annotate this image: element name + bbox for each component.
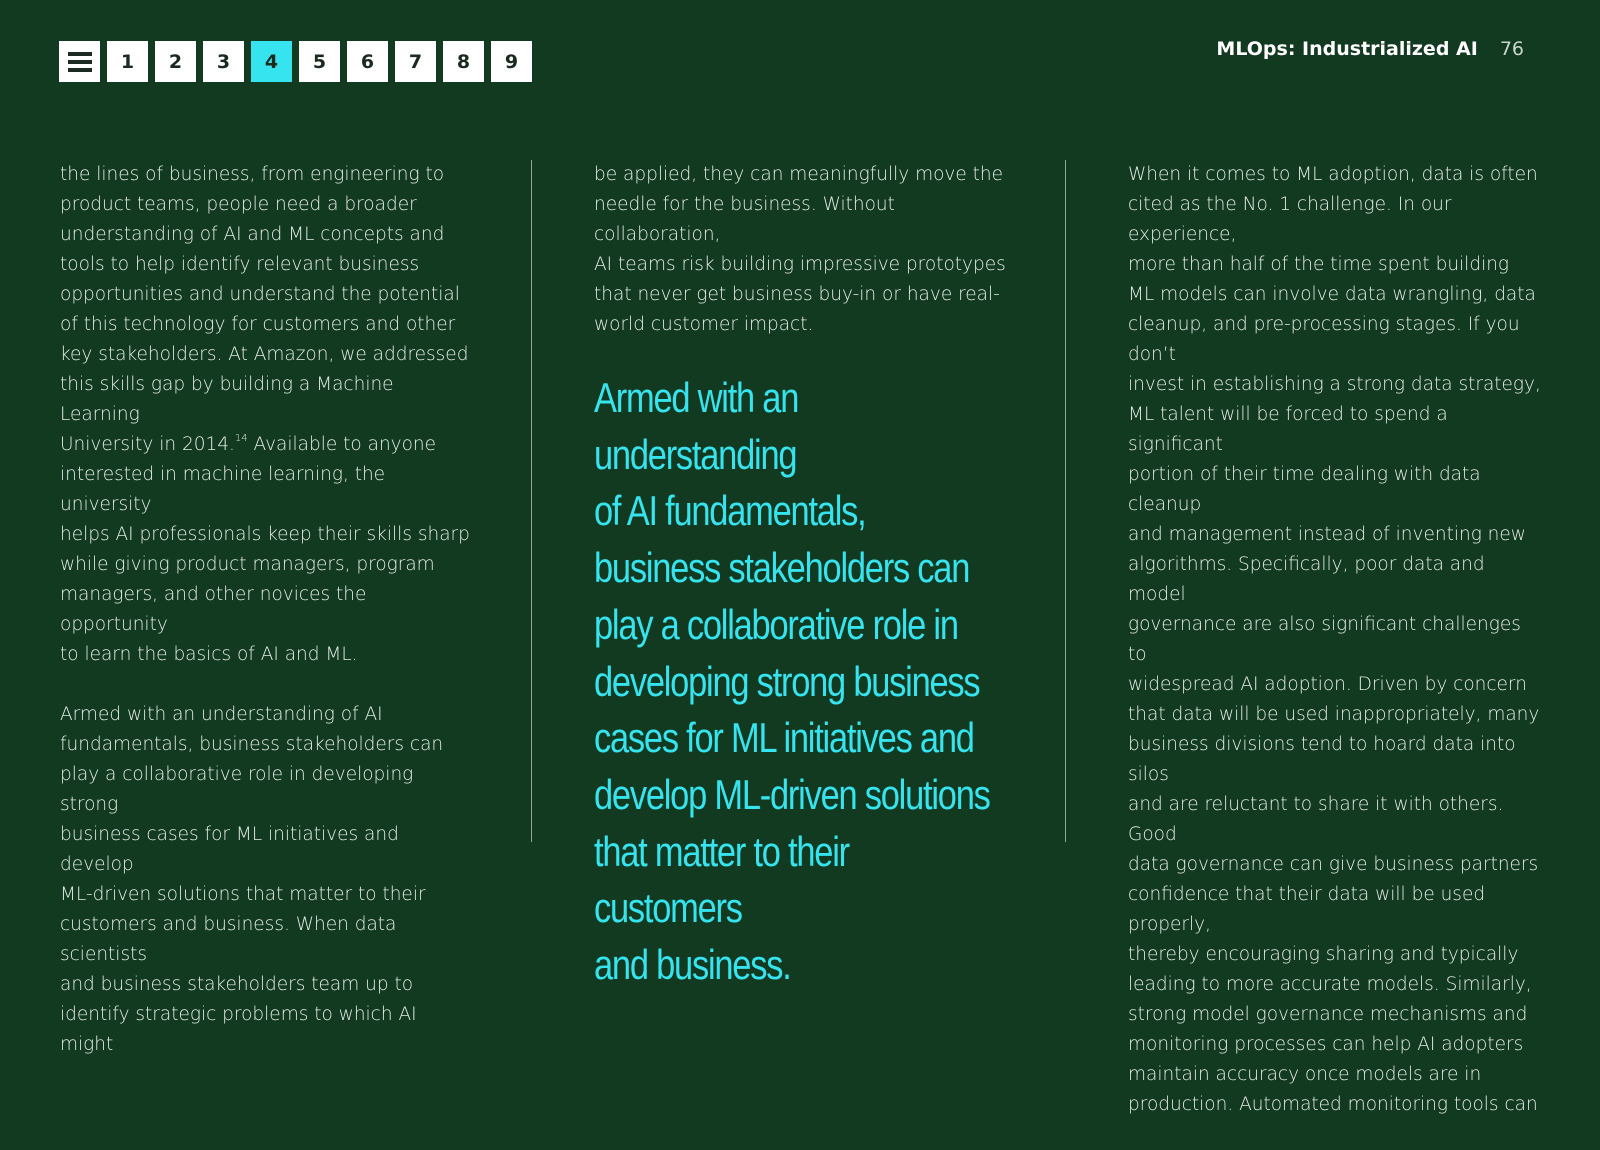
page-number: 76 xyxy=(1499,38,1524,60)
page-button-9[interactable]: 9 xyxy=(491,41,532,82)
document-title: MLOps: Industrialized AI xyxy=(1216,38,1478,60)
text-column-2 xyxy=(594,160,1009,994)
column-divider-1 xyxy=(531,160,532,842)
page-button-5[interactable]: 5 xyxy=(299,41,340,82)
column1-paragraph-1-continued: Available to anyone interested in machine learning, the university helps AI professionals keep their skills sharp while giving product managers, program managers, and other novices the opportunity to learn the basics of AI and ML. xyxy=(60,434,470,665)
page-button-2[interactable]: 2 xyxy=(155,41,196,82)
text-column-1 xyxy=(60,160,475,1090)
page-navigation xyxy=(59,41,532,82)
column1-paragraph-1 xyxy=(60,160,475,670)
footnote-marker[interactable]: 14 xyxy=(234,433,248,444)
column2-paragraph-1: be applied, they can meaningfully move the needle for the business. Without collaboration, AI teams risk building impressive prototypes that never get business buy-in or have real- world customer impact. xyxy=(594,164,1006,335)
column-divider-2 xyxy=(1065,160,1066,842)
text-column-3 xyxy=(1128,160,1543,1150)
page-button-6[interactable]: 6 xyxy=(347,41,388,82)
column1-paragraph-2: Armed with an understanding of AI fundamentals, business stakeholders can play a collaborative role in developing strong business cases for ML initiatives and develop ML-driven solutions that matter to their customers and business. When data scientists and business stakeholders team up to identify strategic problems to which AI might xyxy=(60,704,444,1055)
column1-paragraph-1-text: the lines of business, from engineering to product teams, people need a broader understanding of AI and ML concepts and tools to help identify relevant business opportunities and understand the potential of this technology for customers and other key stakeholders. At Amazon, we addressed this skills gap by building a Machine Learning University in 2014. xyxy=(60,164,469,455)
document-header xyxy=(1216,38,1524,60)
menu-button[interactable] xyxy=(59,41,100,82)
page-button-4-active[interactable]: 4 xyxy=(251,41,292,82)
hamburger-menu-icon xyxy=(68,52,92,72)
column3-paragraph-1: When it comes to ML adoption, data is often cited as the No. 1 challenge. In our experience, more than half of the time spent building ML models can involve data wrangling, data cleanup, and pre-processing stages. If you don’t invest in establishing a strong data strategy, ML talent will be forced to spend a significant portion of their time dealing with data cleanup and management instead of inventing new algorithms. Specifically, poor data and model governance are also significant challenges to widespread AI adoption. Driven by concern that data will be used inappropriately, many business divisions tend to hoard data into silos and are reluctant to share it with others. Good data governance can give business partners confidence that their data will be used properly, thereby encouraging sharing and typically leading to more accurate models. Similarly, strong model governance mechanisms and monitoring processes can help AI adopters maintain accuracy once models are in production. Automated monitoring tools can xyxy=(1128,164,1541,1115)
page-button-3[interactable]: 3 xyxy=(203,41,244,82)
page-button-7[interactable]: 7 xyxy=(395,41,436,82)
pull-quote: Armed with an understanding of AI fundamentals, business stakeholders can play a collaborative role in developing strong business cases for ML initiatives and develop ML-driven solutions that matter to their customers and business. xyxy=(594,374,990,989)
page-button-1[interactable]: 1 xyxy=(107,41,148,82)
page-button-8[interactable]: 8 xyxy=(443,41,484,82)
